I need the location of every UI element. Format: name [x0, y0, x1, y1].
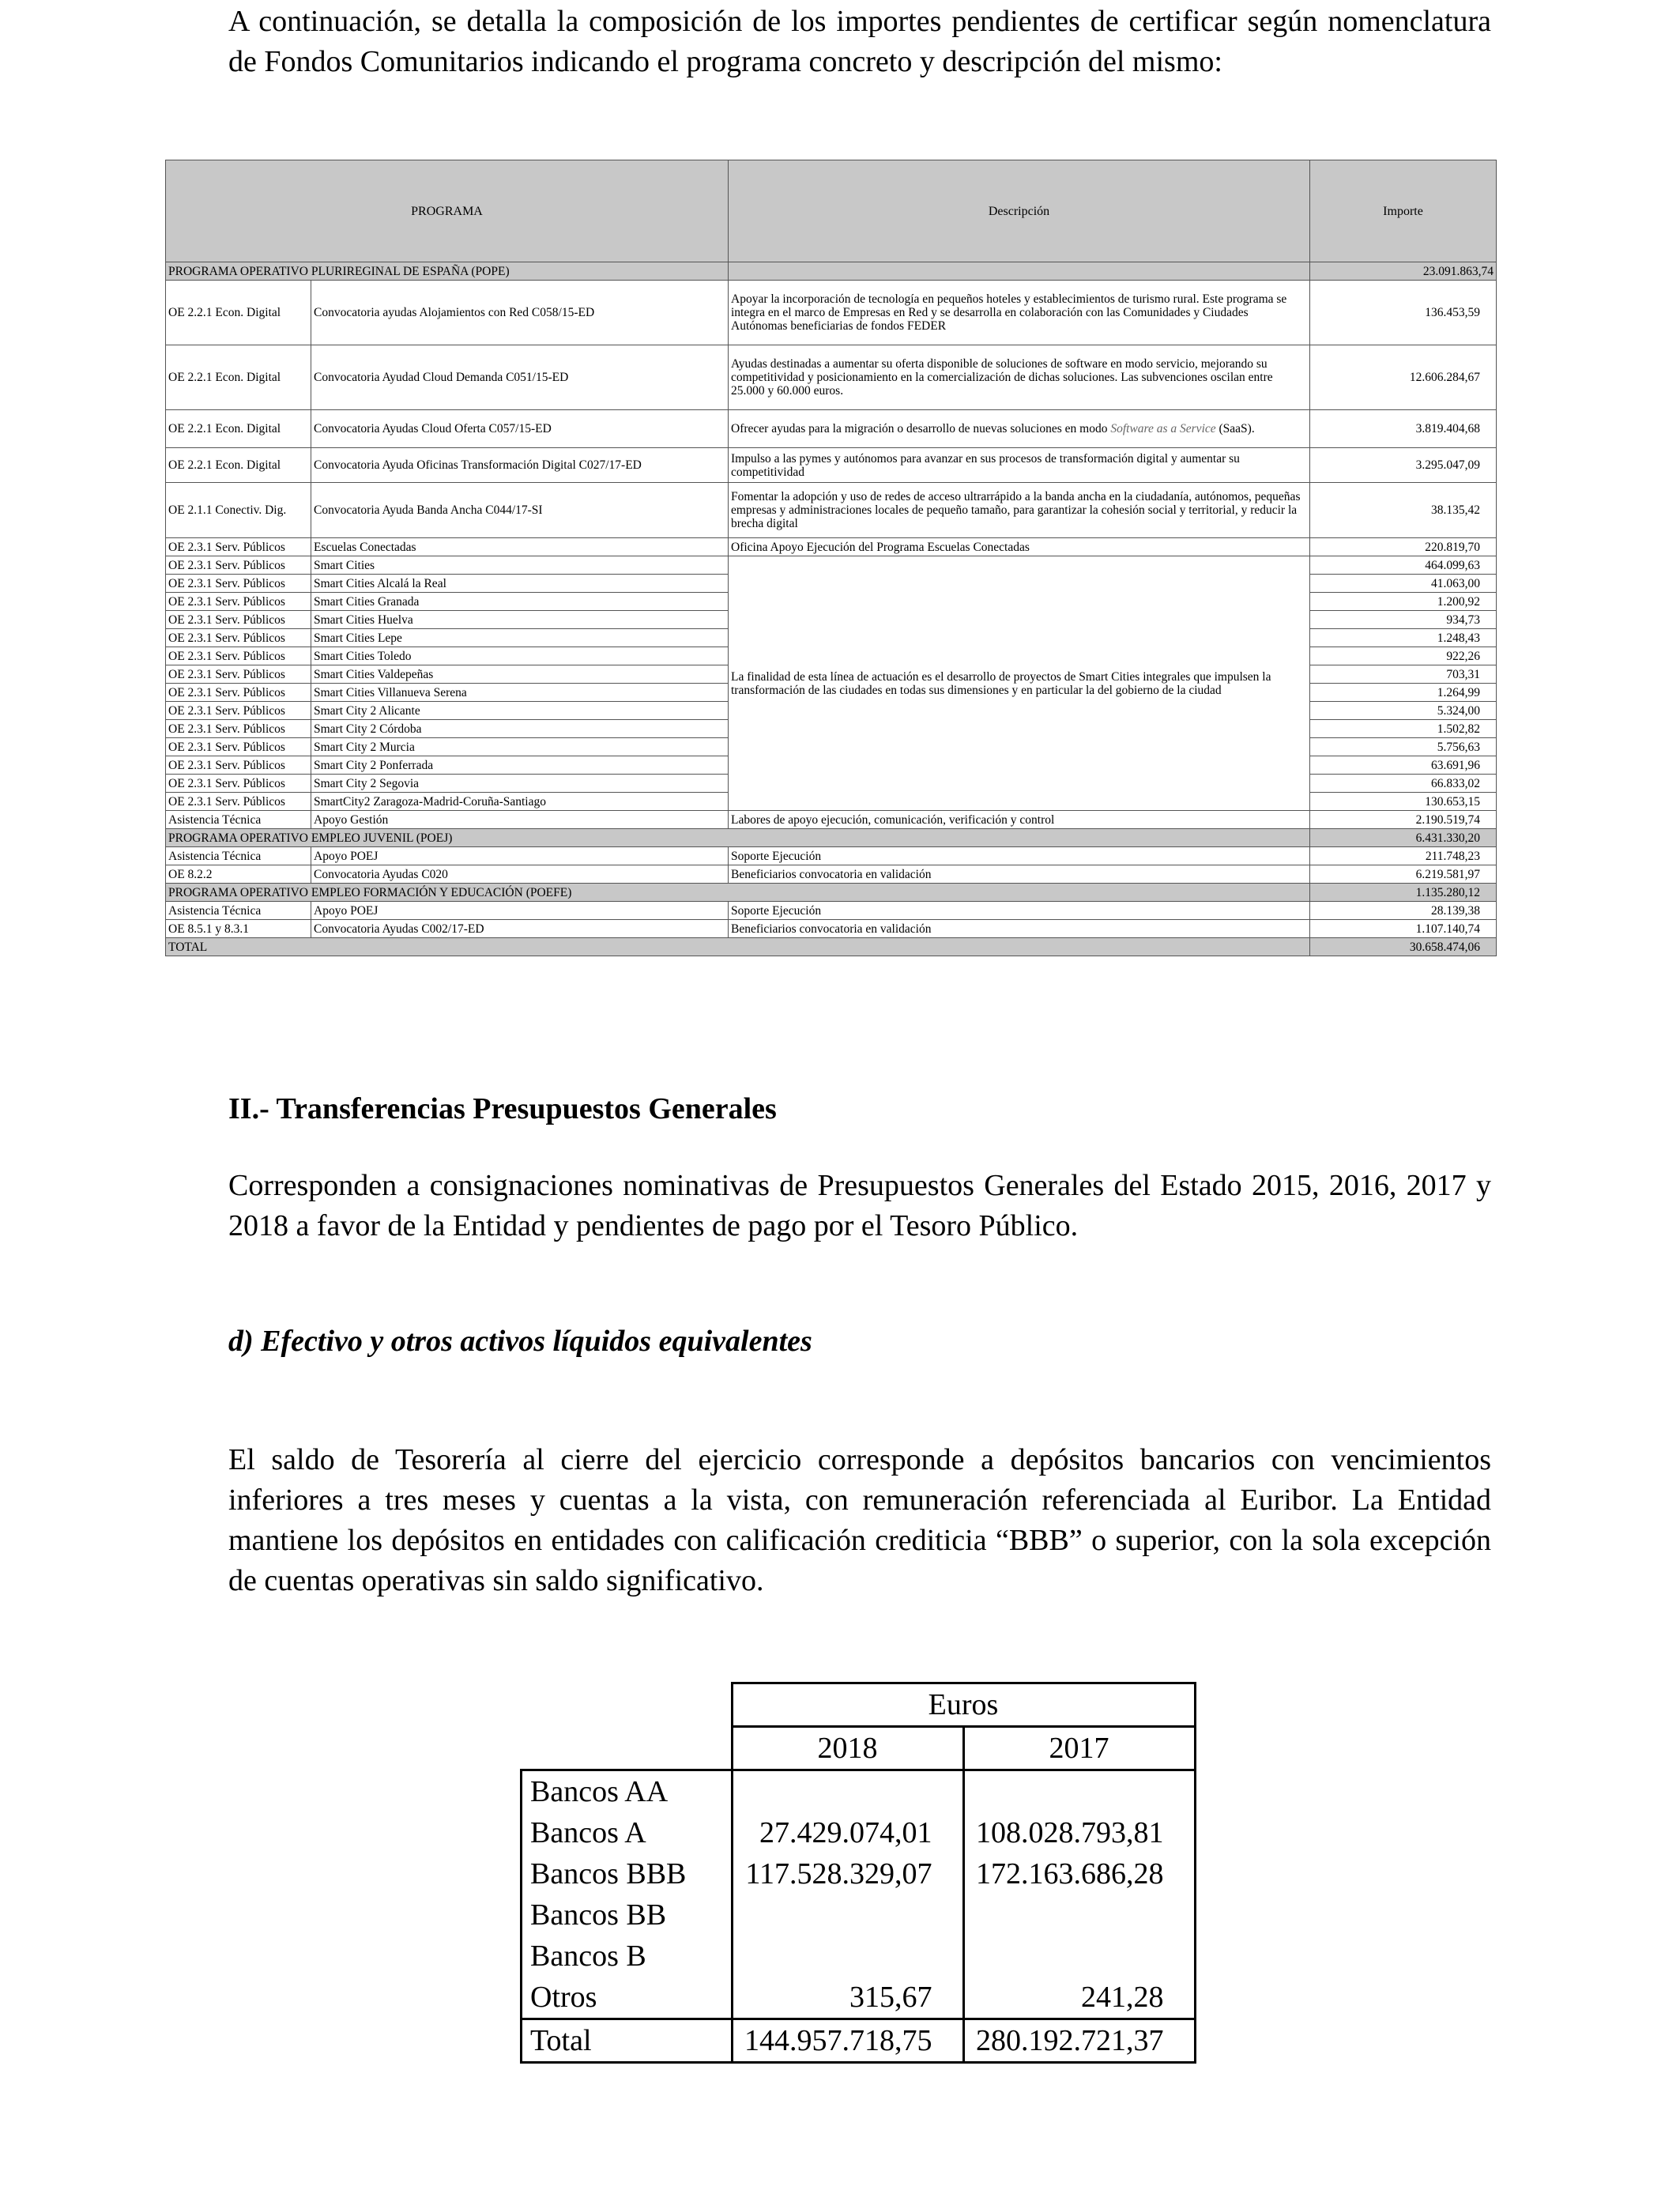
row-desc: Oficina Apoyo Ejecución del Programa Escuelas Conectadas: [729, 538, 1310, 556]
row-code: OE 2.3.1 Serv. Públicos: [166, 720, 311, 738]
row-amount: 211.748,23: [1310, 847, 1497, 865]
row-amount: 2.190.519,74: [1310, 811, 1497, 829]
euros-row-label: Bancos AA: [522, 1770, 733, 1813]
header-programa: PROGRAMA: [166, 160, 729, 262]
euros-value-2018: [732, 1770, 963, 1813]
euros-total-2018: 144.957.718,75: [732, 2019, 963, 2063]
header-descripcion: Descripción: [729, 160, 1310, 262]
euros-value-2017: 241,28: [963, 1977, 1195, 2019]
row-name: Apoyo Gestión: [311, 811, 729, 829]
table-row: [166, 345, 1497, 410]
euros-row: [522, 1770, 1196, 1813]
row-amount: 130.653,15: [1310, 793, 1497, 811]
table-row: [166, 920, 1497, 938]
row-name: Smart City 2 Córdoba: [311, 720, 729, 738]
row-code: OE 2.2.1 Econ. Digital: [166, 281, 311, 345]
euros-corner: [522, 1683, 733, 1727]
row-code: OE 2.3.1 Serv. Públicos: [166, 793, 311, 811]
euros-value-2018: [732, 1936, 963, 1977]
row-code: OE 2.3.1 Serv. Públicos: [166, 665, 311, 684]
desc-post: (SaaS).: [1215, 422, 1255, 435]
row-code: OE 2.3.1 Serv. Públicos: [166, 684, 311, 702]
row-code: Asistencia Técnica: [166, 902, 311, 920]
section-heading-transferencias: II.- Transferencias Presupuestos Generales: [228, 1092, 777, 1125]
euros-value-2018: 315,67: [732, 1977, 963, 2019]
row-name: Convocatoria Ayuda Oficinas Transformación Digital C027/17-ED: [311, 448, 729, 483]
poefe-amount: 1.135.280,12: [1310, 884, 1497, 902]
row-name: Smart Cities Valdepeñas: [311, 665, 729, 684]
table-row: [166, 448, 1497, 483]
euros-value-2017: [963, 1936, 1195, 1977]
euros-total-label: Total: [522, 2019, 733, 2063]
row-name: SmartCity2 Zaragoza-Madrid-Coruña-Santiago: [311, 793, 729, 811]
efectivo-paragraph: El saldo de Tesorería al cierre del ejercicio corresponde a depósitos bancarios con vencimientos inferiores a tres meses y cuentas a la vista, con remuneración referenciada al Euribor. La Entidad mantiene los depósitos en entidades con calificación crediticia “BBB” o superior, con la sola excepción de cuentas operativas sin saldo significativo.: [228, 1443, 1491, 1597]
row-code: OE 2.3.1 Serv. Públicos: [166, 738, 311, 756]
row-desc: [729, 410, 1310, 448]
euros-value-2017: 172.163.686,28: [963, 1853, 1195, 1894]
row-code: OE 2.2.1 Econ. Digital: [166, 345, 311, 410]
row-code: OE 8.5.1 y 8.3.1: [166, 920, 311, 938]
row-name: Smart City 2 Segovia: [311, 775, 729, 793]
row-desc: Beneficiarios convocatoria en validación: [729, 865, 1310, 884]
row-code: OE 2.2.1 Econ. Digital: [166, 448, 311, 483]
euros-value-2017: [963, 1894, 1195, 1936]
program-table: [165, 160, 1497, 956]
row-code: OE 2.3.1 Serv. Públicos: [166, 538, 311, 556]
row-amount: 28.139,38: [1310, 902, 1497, 920]
euros-row-label: Bancos B: [522, 1936, 733, 1977]
desc-italic: Software as a Service: [1110, 422, 1216, 435]
row-amount: 5.756,63: [1310, 738, 1497, 756]
row-name: Convocatoria Ayudas Cloud Oferta C057/15-ED: [311, 410, 729, 448]
table-row: [166, 811, 1497, 829]
row-amount: 136.453,59: [1310, 281, 1497, 345]
row-name: Convocatoria Ayuda Banda Ancha C044/17-SI: [311, 483, 729, 538]
row-code: Asistencia Técnica: [166, 847, 311, 865]
euros-header-row: [522, 1683, 1196, 1727]
row-code: OE 2.3.1 Serv. Públicos: [166, 629, 311, 647]
row-amount: 66.833,02: [1310, 775, 1497, 793]
row-code: OE 8.2.2: [166, 865, 311, 884]
row-amount: 220.819,70: [1310, 538, 1497, 556]
row-desc: Impulso a las pymes y autónomos para avanzar en sus procesos de transformación digital y aumentar su competitividad: [729, 448, 1310, 483]
row-name: Smart Cities Huelva: [311, 611, 729, 629]
euros-value-2017: 108.028.793,81: [963, 1812, 1195, 1853]
row-amount: 934,73: [1310, 611, 1497, 629]
row-amount: 464.099,63: [1310, 556, 1497, 575]
poej-amount: 6.431.330,20: [1310, 829, 1497, 847]
row-code: OE 2.3.1 Serv. Públicos: [166, 556, 311, 575]
euros-corner-2: [522, 1727, 733, 1770]
table-row: [166, 281, 1497, 345]
row-amount: 1.107.140,74: [1310, 920, 1497, 938]
row-amount: 922,26: [1310, 647, 1497, 665]
row-amount: 1.264,99: [1310, 684, 1497, 702]
row-desc: Soporte Ejecución: [729, 847, 1310, 865]
table-row: [166, 538, 1497, 556]
row-name: Smart City 2 Murcia: [311, 738, 729, 756]
euros-row: [522, 1853, 1196, 1894]
euros-row: [522, 1936, 1196, 1977]
pope-group-row: [166, 262, 1497, 281]
table-row: [166, 865, 1497, 884]
euros-row-label: Bancos BB: [522, 1894, 733, 1936]
euros-value-2018: [732, 1894, 963, 1936]
row-amount: 41.063,00: [1310, 575, 1497, 593]
row-amount: 1.200,92: [1310, 593, 1497, 611]
row-amount: 703,31: [1310, 665, 1497, 684]
header-importe: Importe: [1310, 160, 1497, 262]
row-code: OE 2.3.1 Serv. Públicos: [166, 756, 311, 775]
row-amount: 3.295.047,09: [1310, 448, 1497, 483]
row-name: Escuelas Conectadas: [311, 538, 729, 556]
euros-row-label: Bancos A: [522, 1812, 733, 1853]
euros-table: [520, 1682, 1196, 2064]
euros-row: [522, 1894, 1196, 1936]
euros-row-label: Otros: [522, 1977, 733, 2019]
row-desc: Beneficiarios convocatoria en validación: [729, 920, 1310, 938]
row-code: OE 2.2.1 Econ. Digital: [166, 410, 311, 448]
euros-value-2018: 117.528.329,07: [732, 1853, 963, 1894]
year-2018: 2018: [732, 1727, 963, 1770]
euros-row-label: Bancos BBB: [522, 1853, 733, 1894]
poej-label: PROGRAMA OPERATIVO EMPLEO JUVENIL (POEJ): [166, 829, 1310, 847]
year-2017: 2017: [963, 1727, 1195, 1770]
row-name: Smart Cities Alcalá la Real: [311, 575, 729, 593]
row-desc: Labores de apoyo ejecución, comunicación, verificación y control: [729, 811, 1310, 829]
row-name: Convocatoria Ayudas C020: [311, 865, 729, 884]
total-amount: 30.658.474,06: [1310, 938, 1497, 956]
row-code: OE 2.3.1 Serv. Públicos: [166, 611, 311, 629]
desc-pre: Ofrecer ayudas para la migración o desarrollo de nuevas soluciones en modo: [731, 422, 1111, 435]
row-code: OE 2.3.1 Serv. Públicos: [166, 702, 311, 720]
total-row: [166, 938, 1497, 956]
total-label: TOTAL: [166, 938, 1310, 956]
table-row: [166, 483, 1497, 538]
pope-label: PROGRAMA OPERATIVO PLURIREGINAL DE ESPAÑA (POPE): [166, 262, 729, 281]
row-name: Convocatoria Ayudas C002/17-ED: [311, 920, 729, 938]
row-name: Smart Cities Villanueva Serena: [311, 684, 729, 702]
row-name: Smart Cities Toledo: [311, 647, 729, 665]
row-name: Smart City 2 Alicante: [311, 702, 729, 720]
row-amount: 1.248,43: [1310, 629, 1497, 647]
row-name: Convocatoria Ayudad Cloud Demanda C051/15-ED: [311, 345, 729, 410]
row-name: Smart City 2 Ponferrada: [311, 756, 729, 775]
row-amount: 1.502,82: [1310, 720, 1497, 738]
table-row: [166, 847, 1497, 865]
row-code: OE 2.3.1 Serv. Públicos: [166, 647, 311, 665]
row-amount: 3.819.404,68: [1310, 410, 1497, 448]
table-row: [166, 556, 1497, 575]
euros-years-row: [522, 1727, 1196, 1770]
transferencias-paragraph: Corresponden a consignaciones nominativas de Presupuestos Generales del Estado 2015, 2016, 2017 y 2018 a favor de la Entidad y pendientes de pago por el Tesoro Público.: [228, 1169, 1491, 1242]
row-amount: 63.691,96: [1310, 756, 1497, 775]
euros-value-2017: [963, 1770, 1195, 1813]
pope-amount: 23.091.863,74: [1310, 262, 1497, 281]
euros-row: [522, 1812, 1196, 1853]
row-code: Asistencia Técnica: [166, 811, 311, 829]
intro-paragraph: A continuación, se detalla la composición de los importes pendientes de certificar según nomenclatura de Fondos Comunitarios indicando el programa concreto y descripción del mismo:: [228, 5, 1491, 78]
row-desc: Ayudas destinadas a aumentar su oferta disponible de soluciones de software en modo servicio, mejorando su competitividad y posicionamiento en la comercialización de dichas soluciones. Las subvenciones oscilan entre 25.000 y 60.000 euros.: [729, 345, 1310, 410]
row-amount: 5.324,00: [1310, 702, 1497, 720]
euros-row: [522, 1977, 1196, 2019]
row-desc: Apoyar la incorporación de tecnología en pequeños hoteles y establecimientos de turismo rural. Este programa se integra en el marco de Empresas en Red y se desarrolla en colaboración con las Comunidades y Ciudades Autónomas beneficiarias de fondos FEDER: [729, 281, 1310, 345]
pope-desc: [729, 262, 1310, 281]
row-name: Smart Cities: [311, 556, 729, 575]
row-amount: 38.135,42: [1310, 483, 1497, 538]
row-desc: Fomentar la adopción y uso de redes de acceso ultrarrápido a la banda ancha en la ciudadanía, autónomos, pequeñas empresas y administraciones locales de pequeño tamaño, para garantizar la cohesión social y territorial, y reducir la brecha digital: [729, 483, 1310, 538]
row-code: OE 2.3.1 Serv. Públicos: [166, 593, 311, 611]
row-code: OE 2.3.1 Serv. Públicos: [166, 575, 311, 593]
euros-total-2017: 280.192.721,37: [963, 2019, 1195, 2063]
row-desc: Soporte Ejecución: [729, 902, 1310, 920]
poefe-label: PROGRAMA OPERATIVO EMPLEO FORMACIÓN Y EDUCACIÓN (POEFE): [166, 884, 1310, 902]
row-code: OE 2.1.1 Conectiv. Dig.: [166, 483, 311, 538]
table-row: [166, 410, 1497, 448]
section-heading-efectivo: d) Efectivo y otros activos líquidos equivalentes: [228, 1325, 812, 1358]
table-row: [166, 902, 1497, 920]
smart-cities-desc: La finalidad de esta línea de actuación es el desarrollo de proyectos de Smart Cities integrales que impulsen la transformación de las ciudades en todas sus dimensiones y en particular la del gobierno de la ciudad: [729, 556, 1310, 811]
row-code: OE 2.3.1 Serv. Públicos: [166, 775, 311, 793]
program-table-header: [166, 160, 1497, 262]
row-name: Smart Cities Granada: [311, 593, 729, 611]
euros-header: Euros: [732, 1683, 1195, 1727]
euros-value-2018: 27.429.074,01: [732, 1812, 963, 1853]
poej-group-row: [166, 829, 1497, 847]
poefe-group-row: [166, 884, 1497, 902]
row-amount: 6.219.581,97: [1310, 865, 1497, 884]
row-name: Smart Cities Lepe: [311, 629, 729, 647]
euros-total-row: [522, 2019, 1196, 2063]
row-amount: 12.606.284,67: [1310, 345, 1497, 410]
row-name: Apoyo POEJ: [311, 902, 729, 920]
row-name: Convocatoria ayudas Alojamientos con Red C058/15-ED: [311, 281, 729, 345]
row-name: Apoyo POEJ: [311, 847, 729, 865]
